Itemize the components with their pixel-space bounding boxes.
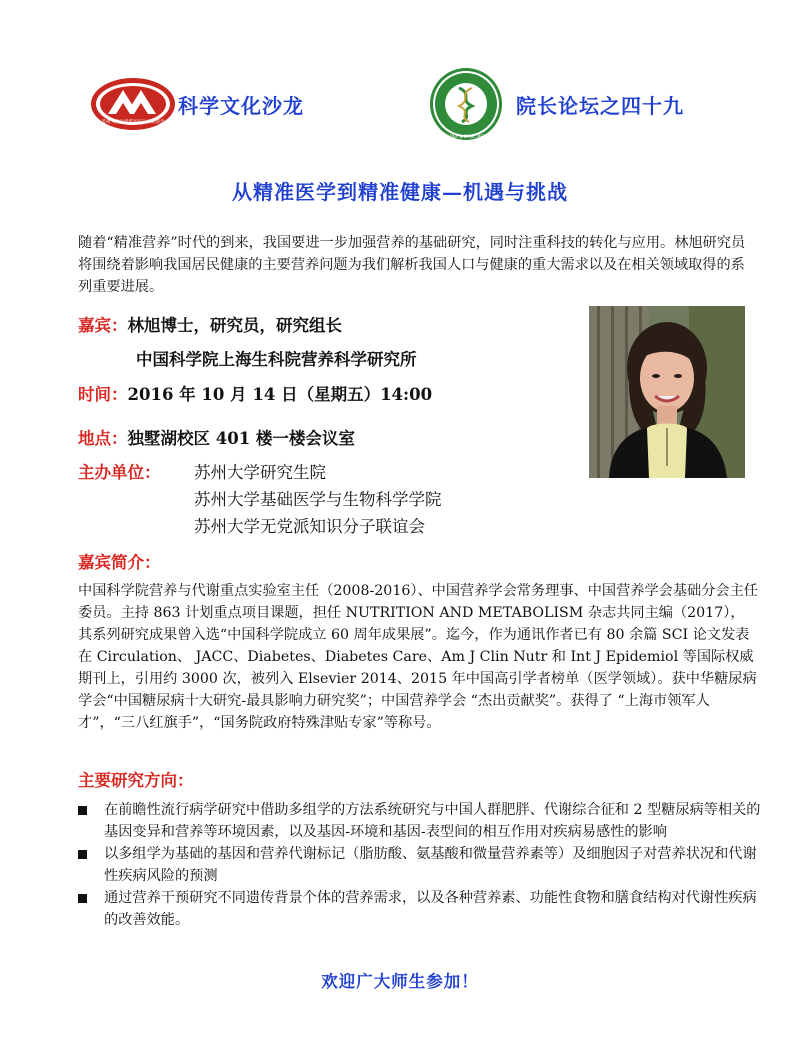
list-item	[78, 843, 763, 887]
time-label: 时间：	[78, 385, 128, 404]
salon-logo	[90, 76, 176, 132]
place-value: 独墅湖校区 401 楼一楼会议室	[127, 429, 355, 448]
research-heading: 主要研究方向：	[78, 771, 194, 790]
organizer-label: 主办单位：	[78, 463, 161, 482]
guest-label: 嘉宾：	[78, 316, 128, 335]
list-item	[78, 887, 763, 931]
bio-heading: 嘉宾简介：	[78, 553, 161, 572]
place-row	[78, 425, 355, 449]
list-item-text: 在前瞻性流行病学研究中借助多组学的方法系统研究与中国人群肥胖、代谢综合征和 2 型糖尿病等相关的基因变异和营养等环境因素，以及基因-环境和基因-表型间的相互作用对疾病易感性的影响	[104, 802, 761, 840]
bullet-square-icon	[78, 806, 87, 815]
guest-row	[78, 312, 342, 336]
salon-title: 科学文化沙龙	[178, 94, 304, 118]
salon-logo-text: 苏州大学无党派知识分子联谊会	[101, 120, 165, 125]
school-logo	[415, 66, 517, 142]
bullet-square-icon	[78, 894, 87, 903]
organizer-item: 苏州大学基础医学与生物科学学院	[194, 490, 442, 509]
time-value: 2016 年 10 月 14 日（星期五）14:00	[127, 385, 433, 404]
intro-paragraph: 随着“精准营养”时代的到来，我国要进一步加强营养的基础研究，同时注重科技的转化与应用。林旭研究员将围绕着影响我国居民健康的主要营养问题为我们解析我国人口与健康的重大需求以及在相关领域取得的系列重要进展。	[78, 235, 746, 295]
school-logo-text: SCHOOL OF BIOLOGY & BASIC MEDICAL SCIENCES	[415, 134, 517, 139]
welcome-message: 欢迎广大师生参加！	[321, 972, 479, 991]
bio-paragraph: 中国科学院营养与代谢重点实验室主任（2008-2016）、中国营养学会常务理事、中国营养学会基础分会主任委员。主持 863 计划重点项目课题，担任 NUTRITION AND METABOLISM 杂志共同主编（2017），其系列研究成果曾入选“中国科学院成立 60 周年成果展”。迄今，作为通讯作者已有 80 余篇 SCI 论文发表在 Circulation、 JACC、Diabetes、Diabetes Care、Am J Clin Nutr 和 Int J Epidemiol 等国际权威期刊上，引用约 3000 次，被列入 Elsevier 2014、2015 年中国高引学者榜单（医学领域）。获中华糖尿病学会“中国糖尿病十大研究-最具影响力研究奖”；中国营养学会 “杰出贡献奖”。获得了 “上海市领军人才”，“三八红旗手”，“国务院政府特殊津贴专家”等称号。	[78, 583, 758, 731]
organizer-item: 苏州大学无党派知识分子联谊会	[194, 517, 425, 536]
research-list	[78, 799, 763, 931]
place-label: 地点：	[78, 429, 128, 448]
forum-title: 院长论坛之四十九	[516, 94, 684, 118]
list-item-text: 通过营养干预研究不同遗传背景个体的营养需求，以及各种营养素、功能性食物和膳食结构对代谢性疾病的改善效能。	[104, 890, 757, 928]
guest-value: 林旭博士，研究员，研究组长	[127, 316, 342, 335]
list-item	[78, 799, 763, 843]
list-item-text: 以多组学为基础的基因和营养代谢标记（脂肪酸、氨基酸和微量营养素等）及细胞因子对营养状况和代谢性疾病风险的预测	[104, 846, 757, 884]
time-row	[78, 381, 432, 405]
guest-affiliation: 中国科学院上海生科院营养科学研究所	[136, 350, 417, 369]
guest-photo	[589, 306, 745, 478]
page-title: 从精准医学到精准健康—机遇与挑战	[232, 180, 568, 204]
organizer-item: 苏州大学研究生院	[194, 463, 326, 482]
bullet-square-icon	[78, 850, 87, 859]
